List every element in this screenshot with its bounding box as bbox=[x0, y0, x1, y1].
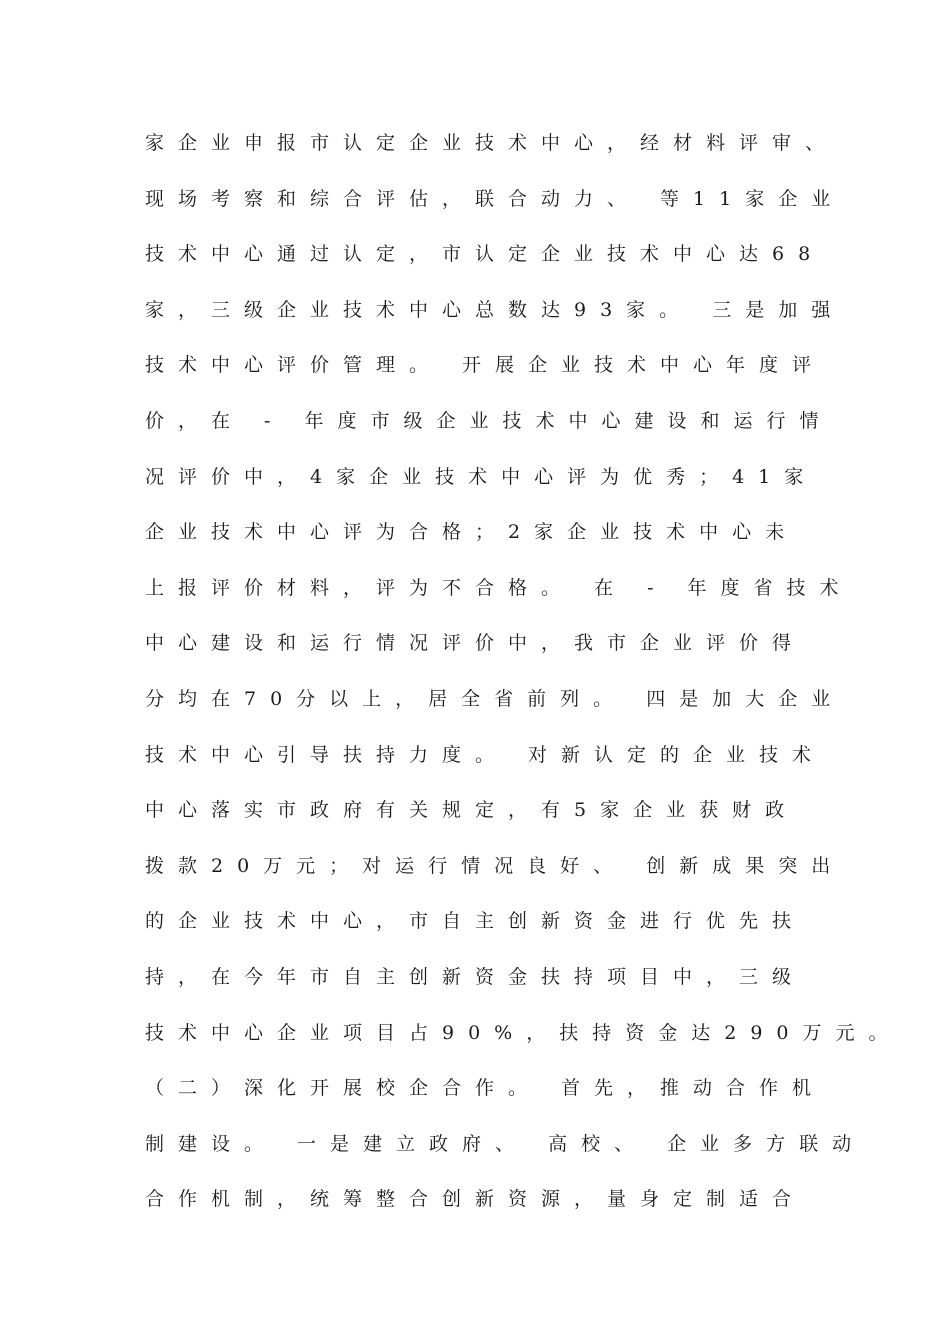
text-line-11: 分均在70分以上，居全省前列。 四是加大企业 bbox=[145, 687, 845, 710]
text-line-2: 现场考察和综合评估，联合动力、 等11家企业 bbox=[145, 187, 845, 210]
text-line-10: 中心建设和运行情况评价中，我市企业评价得 bbox=[145, 632, 806, 655]
text-line-1: 家企业申报市认定企业技术中心，经材料评审、 bbox=[145, 132, 839, 154]
text-line-6: 价，在 - 年度市级企业技术中心建设和运行情 bbox=[145, 409, 833, 432]
text-line-16: 持，在今年市自主创新资金扶持项目中，三级 bbox=[145, 965, 806, 988]
text-line-4: 家，三级企业技术中心总数达93家。 三是加强 bbox=[145, 298, 845, 321]
text-line-8: 企业技术中心评为合格；2家企业技术中心未 bbox=[145, 521, 799, 544]
text-line-3: 技术中心通过认定，市认定企业技术中心达68 bbox=[145, 243, 825, 266]
text-line-20: 合作机制，统筹整合创新资源，量身定制适合 bbox=[145, 1188, 806, 1211]
body-text bbox=[145, 126, 902, 1238]
text-line-14: 拨款20万元；对运行情况良好、 创新成果突出 bbox=[145, 854, 845, 877]
text-line-5: 技术中心评价管理。 开展企业技术中心年度评 bbox=[145, 354, 826, 377]
text-line-15: 的企业技术中心，市自主创新资金进行优先扶 bbox=[145, 910, 806, 933]
text-line-17: 技术中心企业项目占90%，扶持资金达290万元。 bbox=[145, 1021, 902, 1044]
text-line-9: 上报评价材料，评为不合格。 在 - 年度省技术 bbox=[145, 576, 853, 599]
text-line-19: 制建设。 一是建立政府、 高校、 企业多方联动 bbox=[145, 1132, 866, 1155]
text-line-12: 技术中心引导扶持力度。 对新认定的企业技术 bbox=[145, 743, 826, 766]
text-line-7: 况评价中，4家企业技术中心评为优秀；41家 bbox=[145, 465, 818, 488]
text-line-13: 中心落实市政府有关规定，有5家企业获财政 bbox=[145, 799, 799, 822]
text-line-18: （二）深化开展校企合作。 首先，推动合作机 bbox=[145, 1077, 826, 1100]
